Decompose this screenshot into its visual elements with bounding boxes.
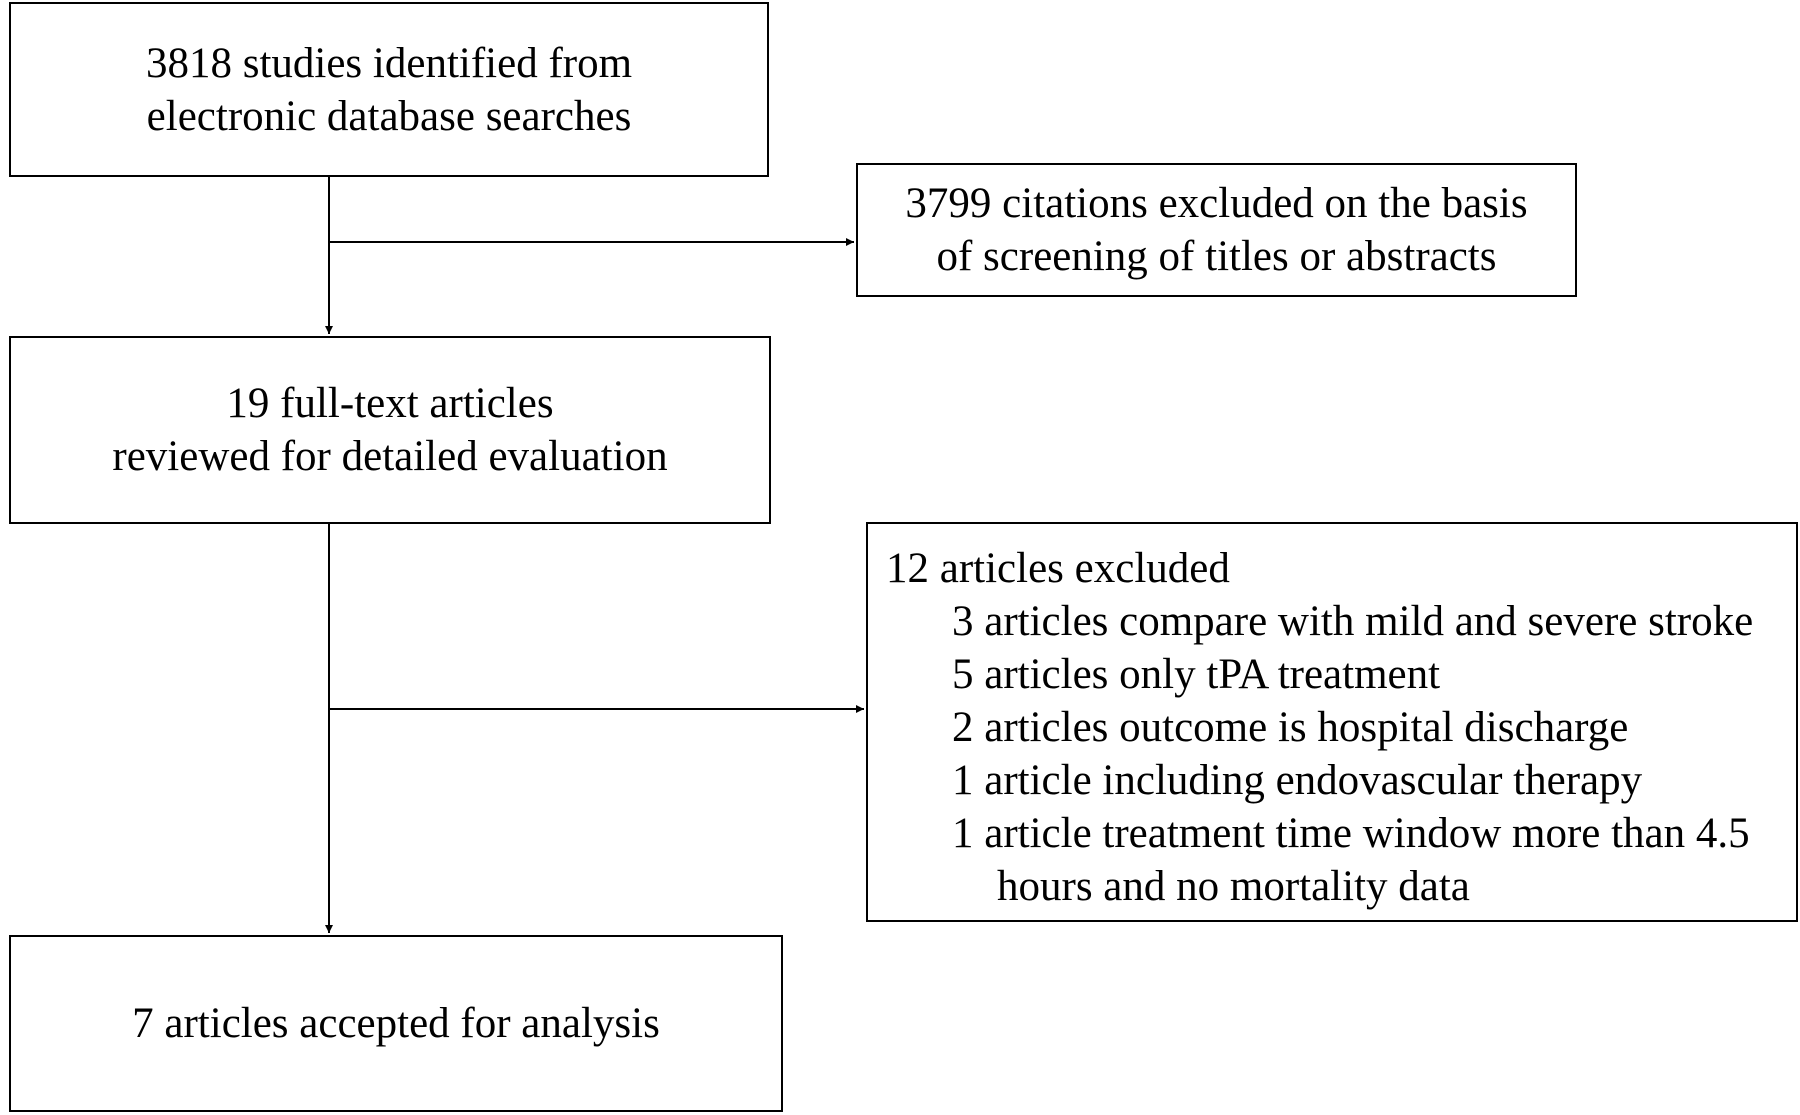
excluded-detail-item-continuation: hours and no mortality data [997, 863, 1470, 910]
excluded-detail-item: 1 article including endovascular therapy [952, 757, 1643, 804]
excluded-detail-box [866, 522, 1798, 922]
excluded-detail-item: 1 article treatment time window more than 4.5 [952, 810, 1750, 857]
excluded-screening-line-2: of screening of titles or abstracts [936, 233, 1497, 280]
excluded-screening-line-1: 3799 citations excluded on the basis [905, 180, 1528, 227]
excluded-detail-title: 12 articles excluded [886, 545, 1230, 592]
articles-accepted-line: 7 articles accepted for analysis [132, 1000, 660, 1047]
excluded-screening-box [856, 163, 1577, 297]
studies-identified-box [9, 2, 769, 177]
studies-identified-line-2: electronic database searches [146, 92, 632, 140]
fulltext-articles-box [9, 336, 771, 524]
excluded-detail-item: 3 articles compare with mild and severe stroke [952, 598, 1754, 645]
fulltext-line-1: 19 full-text articles [226, 380, 554, 427]
articles-accepted-box [9, 935, 783, 1112]
studies-identified-line-1: 3818 studies identified from [145, 39, 633, 87]
excluded-detail-item: 2 articles outcome is hospital discharge [952, 704, 1629, 751]
excluded-detail-item: 5 articles only tPA treatment [952, 651, 1441, 698]
fulltext-line-2: reviewed for detailed evaluation [112, 433, 668, 480]
